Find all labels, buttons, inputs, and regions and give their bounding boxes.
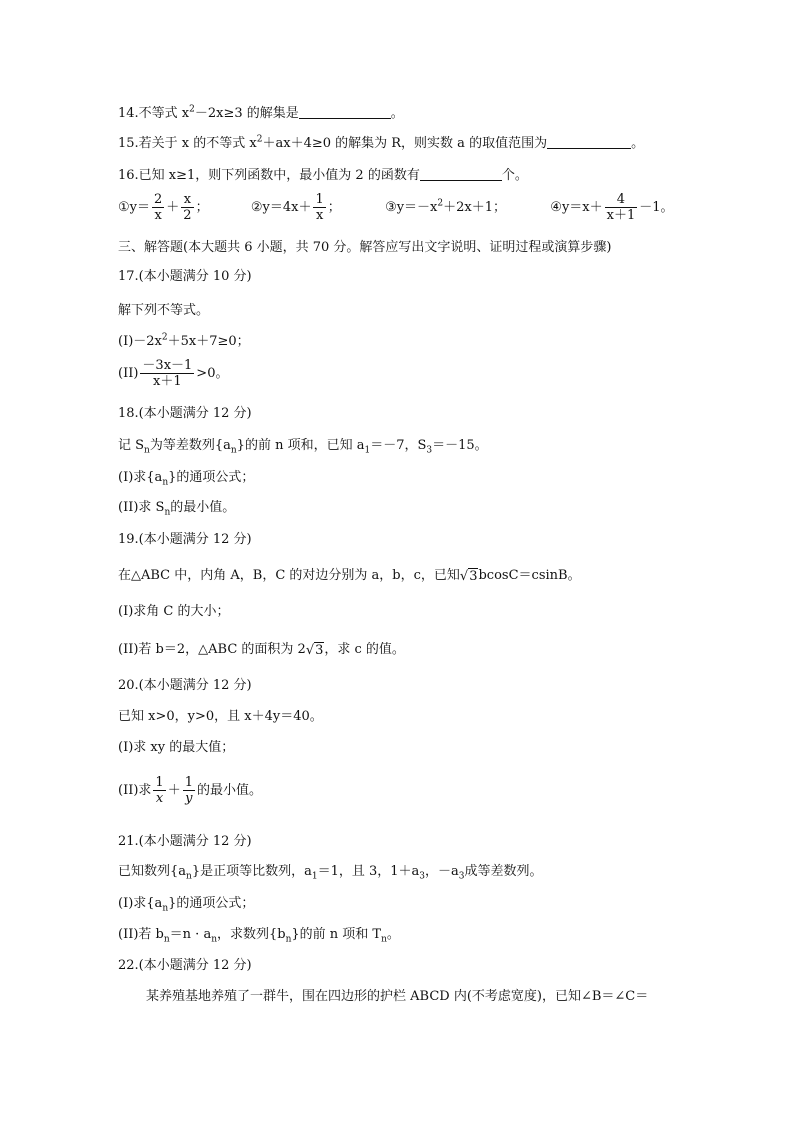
section-heading: 三、解答题(本大题共 6 小题，共 70 分。解答应写出文字说明、证明过程或演算步骤) (118, 240, 612, 255)
fraction: $\frac{4}{x+1}$ (606, 192, 636, 223)
option-1: ①y＝ $\frac{2}{x}$ ＋ $\frac{x}{2}$ ； (118, 192, 209, 223)
question-16: 16.已知 x≥1，则下列函数中，最小值为 2 的函数有 个。 (118, 168, 528, 183)
question-19-header: 19.(本小题满分 12 分) (118, 532, 252, 547)
question-22-header: 22.(本小题满分 12 分) (118, 958, 252, 973)
question-19-text: 在△ABC 中，内角 A，B，C 的对边分别为 a，b，c，已知√3bcosC＝csinB。 (118, 568, 581, 584)
option-2: ②y＝4x＋ $\frac{1}{x}$ ； (250, 192, 341, 223)
option-3: $③y=-x^2+2x+1$； (385, 198, 507, 215)
question-22-text: 某养殖基地养殖了一群牛，围在四边形的护栏 ABCD 内(不考虑宽度)，已知∠B＝∠C＝ (146, 989, 649, 1004)
question-18-part-2: (II)求 $S_n$的最小值。 (118, 500, 236, 518)
question-19-part-1: (I)求角 C 的大小； (118, 604, 230, 619)
question-14: 14.不等式 $x^2-2x\ge 3$ 的解集是 。 (118, 104, 404, 121)
fraction: $\frac{1}{x}$ (315, 192, 324, 223)
question-19-part-2: (II)若 b＝2，△ABC 的面积为 2√3，求 c 的值。 (118, 642, 405, 658)
question-15: 15.若关于 x 的不等式 $x^2+ax+4\ge 0$ 的解集为 R，则实数 a 的取值范围为 。 (118, 134, 645, 151)
question-21-text: 已知数列$\{a_n\}$是正项等比数列，$a_1=1$，且 3，$1+a_3$，$-a_3$成等差数列。 (118, 864, 543, 882)
answer-blank[interactable] (299, 104, 391, 119)
question-21-header: 21.(本小题满分 12 分) (118, 834, 252, 849)
q14-text: 14.不等式 x (118, 106, 190, 121)
question-20-part-1: (I)求 xy 的最大值； (118, 740, 235, 755)
option-4: ④y＝x＋ $\frac{4}{x+1}$ －1。 (550, 192, 674, 223)
fraction: $\frac{x}{2}$ (183, 192, 192, 223)
question-20-text: 已知 x>0，y>0，且 x＋4y＝40。 (118, 709, 323, 724)
sqrt-symbol: √3 (459, 569, 478, 584)
fraction: $\frac{-3x-1}{x+1}$ (142, 358, 193, 389)
answer-blank[interactable] (547, 134, 631, 149)
question-17-part-2: (II) $\frac{-3x-1}{x+1}$ >0。 (118, 358, 229, 389)
question-18-header: 18.(本小题满分 12 分) (118, 406, 252, 421)
fraction: $\frac{2}{x}$ (154, 192, 163, 223)
question-20-part-2: (II)求 $\frac{1}{x}$ ＋ $\frac{1}{y}$ 的最小值。 (118, 775, 263, 806)
question-17-header: 17.(本小题满分 10 分) (118, 269, 252, 284)
fraction: $\frac{1}{y}$ (184, 775, 193, 806)
sqrt-symbol: √3 (305, 643, 324, 658)
fraction: $\frac{1}{x}$ (155, 775, 164, 806)
question-16-options (118, 192, 674, 223)
question-20-header: 20.(本小题满分 12 分) (118, 678, 252, 693)
question-18-part-1: (I)求$\{a_n\}$的通项公式； (118, 470, 255, 488)
question-21-part-1: (I)求$\{a_n\}$的通项公式； (118, 896, 255, 914)
question-17-part-1: $(I)-2x^2+5x+7\ge 0$； (118, 332, 250, 349)
question-18-text: 记 $S_n$为等差数列$\{a_n\}$的前 n 项和，已知 $a_1=-7$，$S_3=-15$。 (118, 438, 488, 456)
answer-blank[interactable] (420, 166, 502, 181)
question-17-intro: 解下列不等式。 (118, 303, 210, 318)
question-21-part-2: (II)若 $b_n=n \cdot a_n$，求数列$\{b_n\}$的前 n 项和 $T_n$。 (118, 927, 400, 945)
